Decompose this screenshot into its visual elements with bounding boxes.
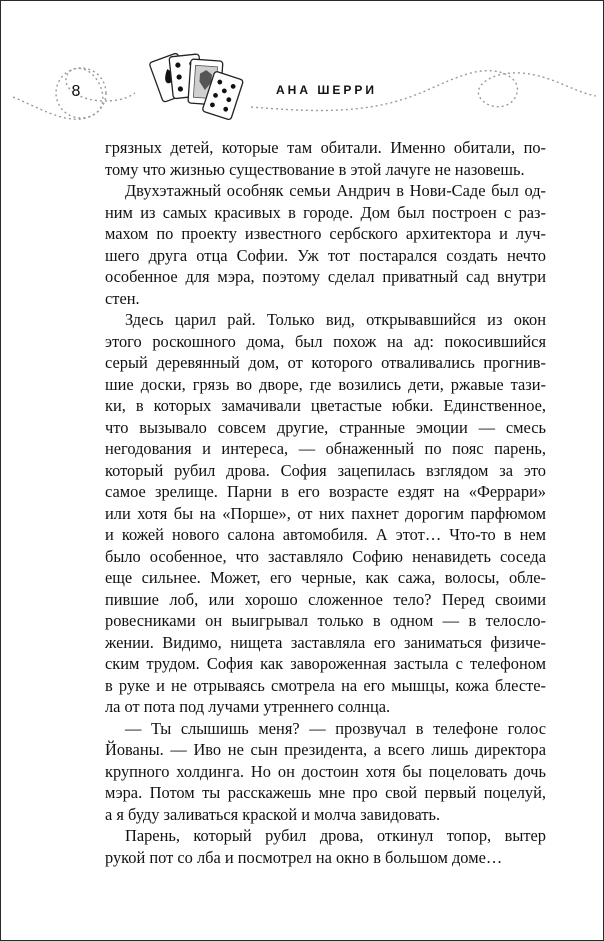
text-line: стен. — [105, 288, 140, 308]
text-line: шие доски, грязь во дворе, где возились дети, ржавые тази- — [105, 374, 546, 394]
text-line: в руке и не отрываясь смотрела на его мышцы, кожа блесте- — [105, 675, 546, 695]
text-line: жении. Видимо, нищета заставляла его заниматься физиче- — [105, 632, 546, 652]
page-number: 8 — [71, 83, 81, 100]
text-line: ским трудом. София как завороженная застыла с телефоном — [105, 654, 546, 673]
text-line: еще сильнее. Может, его черные, как сажа, волосы, обле- — [105, 568, 546, 587]
text-line: ним из самых красивых в городе. Дом был построен с раз- — [105, 202, 546, 222]
text-line: что вызывало совсем другие, странные эмоции — смесь — [105, 417, 546, 437]
text-line: Здесь царил рай. Только вид, открывавшийся из окон — [125, 310, 546, 329]
text-line: тому что жизнью существование в этой лачуге не назовешь. — [105, 159, 525, 179]
text-line: грязных детей, которые там обитали. Именно обитали, по- — [105, 138, 546, 157]
body-text — [105, 137, 546, 868]
text-line: негодования и интереса, — обнаженный по пояс парень, — [105, 439, 546, 458]
text-line: самое зрелище. Парни в его возрасте ездят на «Феррари» — [105, 482, 546, 501]
text-line: особенное для мэра, поэтому сделал приватный сад внутри — [105, 267, 546, 286]
text-line: махом по проекту известного сербского архитектора и луч- — [105, 224, 546, 243]
text-line: и кожей нового салона автомобиля. А этот… Что-то в нем — [105, 525, 546, 544]
text-line: ла от пота под лучами утреннего солнца. — [105, 697, 391, 716]
text-line: а я буду заливаться краской и молча завидовать. — [105, 804, 441, 824]
text-line: серый деревянный дом, от которого отваливались прогнив- — [105, 353, 546, 372]
text-line: который рубил дрова. София зацепилась взглядом за это — [105, 460, 546, 480]
text-line: пившие лоб, или хорошо сложенное тело? Перед своими — [105, 589, 546, 609]
playing-cards-icon — [149, 53, 244, 120]
text-line: крупного холдинга. Но он достоин хотя бы поцеловать дочь — [105, 761, 546, 781]
text-line: Парень, который рубил дрова, откинул топор, вытер — [125, 826, 546, 845]
text-line: — Ты слышишь меня? — прозвучал в телефоне голос — [125, 718, 546, 738]
text-line: мэра. Потом ты расскажешь мне про свой первый поцелуй, — [105, 783, 546, 802]
text-line: Двухэтажный особняк семьи Андрич в Нови-Саде был од- — [125, 181, 546, 200]
text-line: или хотя бы на «Порше», от них пахнет дорогим парфюмом — [105, 503, 546, 523]
text-line: шего друга отца Софии. Уж тот постарался создать нечто — [105, 245, 546, 265]
running-head-author: АНА ШЕРРИ — [276, 83, 378, 97]
text-line: рукой пот со лба и посмотрел на окно в большом доме… — [105, 847, 503, 867]
text-line: ровесниками он выигрывал только в одном — в телосло- — [105, 611, 546, 630]
text-line: было особенное, что заставляло Софию ненавидеть соседа — [105, 546, 546, 566]
text-line: Йованы. — Иво не сын президента, а всего лишь директора — [105, 740, 546, 759]
text-line: ки, в которых замачивали цветастые юбки. Единственное, — [105, 396, 546, 415]
text-line: этого роскошного дома, был похож на ад: покосившийся — [105, 331, 546, 351]
